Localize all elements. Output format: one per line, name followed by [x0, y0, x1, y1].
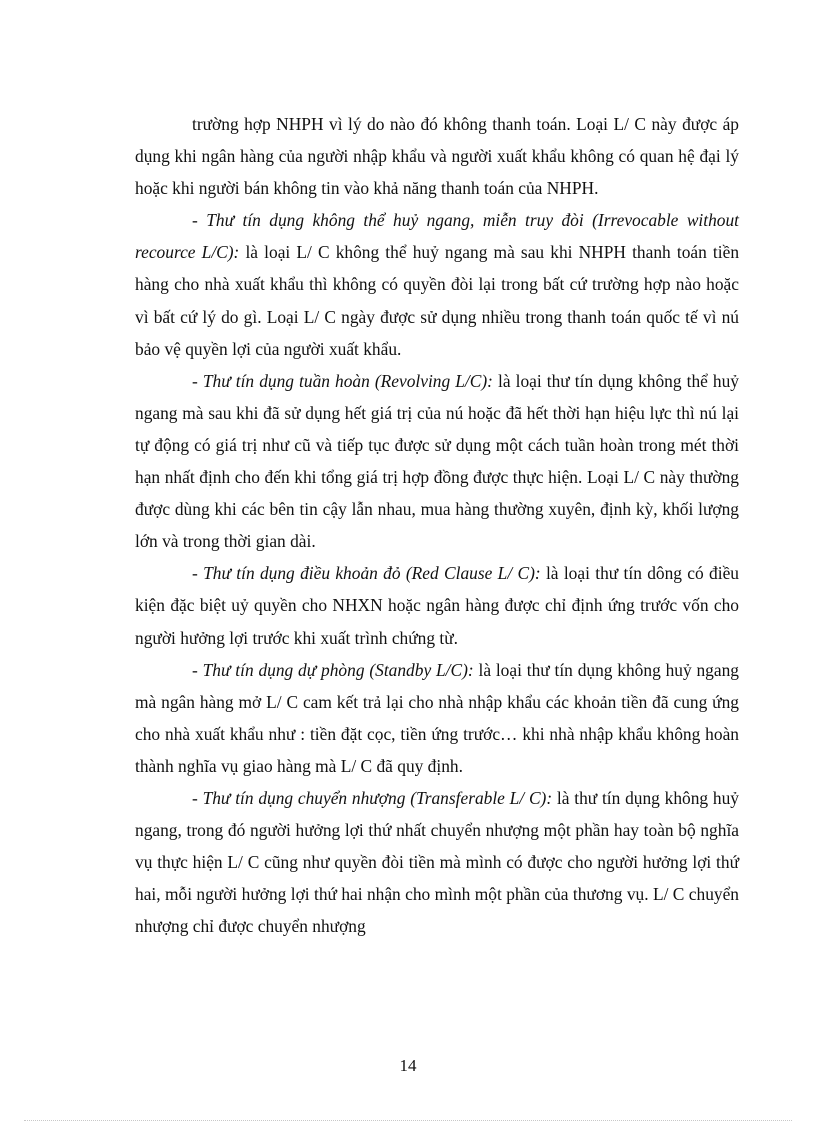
paragraph-text: trường hợp NHPH vì lý do nào đó không thanh toán. Loại L/ C này được áp dụng khi ngân hàng của người nhập khẩu và người xuất khẩu không có quan hệ đại lý hoặc khi người bán không tin vào khả năng thanh toán của NHPH. [135, 114, 739, 199]
paragraph-text: là loại L/ C không thể huỷ ngang mà sau khi NHPH thanh toán tiền hàng cho nhà xuất khẩu thì không có quyền đòi lại trong bất cứ trường hợp nào hoặc vì bất cứ lý do gì. Loại L/ C ngày được sử dụng nhiều trong thanh toán quốc tế vì nú bảo vệ quyền lợi của người xuất khẩu. [135, 242, 740, 359]
paragraph-text: là loại thư tín dông có điều kiện đặc biệt uỷ quyền cho NHXN hoặc ngân hàng được chỉ định ứng trước vốn cho người hưởng lợi trước khi xuất trình chứng từ. [135, 563, 739, 648]
paragraph-continuation [135, 108, 739, 204]
body-text [135, 108, 739, 942]
paragraph-text: là loại thư tín dụng không huỷ ngang mà ngân hàng mở L/ C cam kết trả lại cho nhà nhập khẩu các khoản tiền đã cung ứng cho nhà xuất khẩu như : tiền đặt cọc, tiền ứng trước… khi nhà nhập khẩu không hoàn thành nghĩa vụ giao hàng mà L/ C đã quy định. [135, 659, 739, 776]
paragraph-text: là loại thư tín dụng không thể huỷ ngang mà sau khi đã sử dụng hết giá trị của nú hoặc đã hết thời hạn hiệu lực thì nú lại tự động có giá trị như cũ và tiếp tục được sử dụng một cách tuần hoàn trong mét thời hạn nhất định cho đến khi tổng giá trị hợp đồng được thực hiện. Loại L/ C này thường được dùng khi các bên tin cậy lẫn nhau, mua hàng thường xuyên, định kỳ, khối lượng lớn và trong thời gian dài. [135, 370, 740, 552]
page-bottom-divider [24, 1120, 792, 1121]
page-number: 14 [399, 1056, 417, 1075]
term-red-clause-lc: - Thư tín dụng điều khoản đỏ (Red Clause L/ C): [192, 563, 541, 584]
paragraph-irrevocable-without-recourse-lc [135, 204, 739, 364]
paragraph-text: là thư tín dụng không huỷ ngang, trong đó người hưởng lợi thứ nhất chuyển nhượng một phần hay toàn bộ nghĩa vụ thực hiện L/ C cũng như quyền đòi tiền mà mình có được cho người hưởng lợi thứ hai, mỗi người hưởng lợi thứ hai nhận cho mình một phần của thương vụ. L/ C chuyển nhượng chỉ được chuyển nhượng [135, 787, 739, 937]
paragraph-transferable-lc [135, 782, 739, 942]
term-transferable-lc: - Thư tín dụng chuyển nhượng (Transferable L/ C): [192, 787, 553, 808]
term-irrevocable-without-recourse-lc: - Thư tín dụng không thể huỷ ngang, miễn truy đòi (Irrevocable without recource L/C): [135, 210, 739, 263]
term-revolving-lc: - Thư tín dụng tuần hoàn (Revolving L/C): [192, 370, 493, 391]
paragraph-revolving-lc [135, 365, 739, 558]
paragraph-red-clause-lc [135, 557, 739, 653]
term-standby-lc: - Thư tín dụng dự phòng (Standby L/C): [192, 659, 474, 680]
paragraph-standby-lc [135, 654, 739, 782]
